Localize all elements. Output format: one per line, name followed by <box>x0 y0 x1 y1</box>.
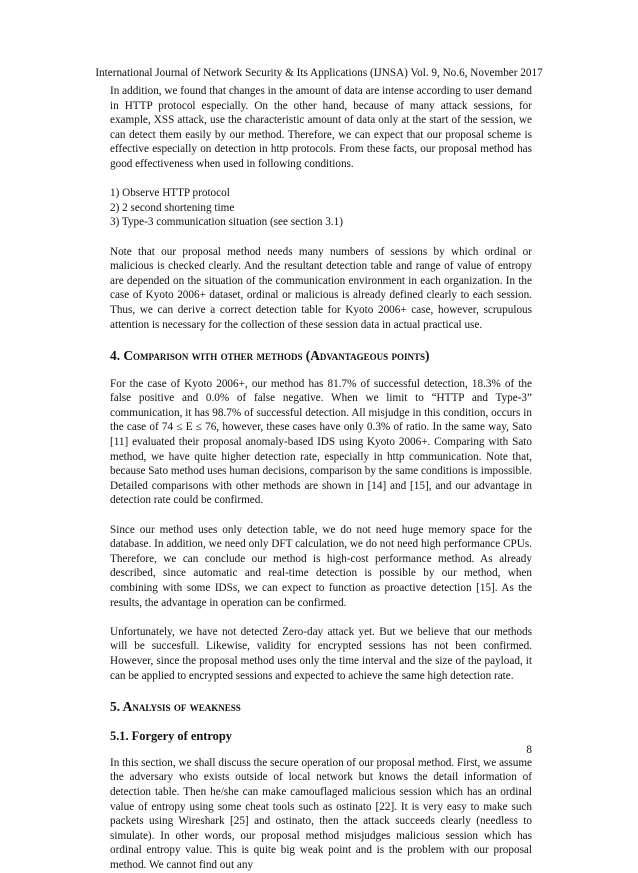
list-item: 3) Type-3 communication situation (see section 3.1) <box>110 216 343 229</box>
running-header: International Journal of Network Security & Its Applications (IJNSA) Vol. 9, No.6, November 2017 <box>95 67 543 79</box>
subsection-5-1-paragraph: In this section, we shall discuss the secure operation of our proposal method. First, we assume the adversary who exists outside of local network but knows the detail information of detection table. Then he/she can make camouflaged malicious session which has an ordinal value of entropy using some cheat tools such as ostinato [22]. It is very easy to make such packets using Wireshark [25] and ostinato, then the attack succeeds clearly (needless to simulate). In other words, our proposal method misjudges malicious session which has ordinal entropy value. This is quite big weak point and is the problem with our proposal method. We cannot find out any <box>110 756 532 871</box>
section-5-heading: 5. Analysis of weakness <box>110 698 241 714</box>
paragraph-note: Note that our proposal method needs many numbers of sessions by which ordinal or malicious is checked clearly. And the resultant detection table and range of value of entropy are depended on the situation of the communication environment in each organization. In the case of Kyoto 2006+ dataset, ordinal or malicious is already defined clearly to each session. Thus, we can derive a correct detection table for Kyoto 2006+ case, however, scrupulous attention is necessary for the collection of these session data in actual practical use. <box>110 245 532 331</box>
section-4-paragraph-3: Unfortunately, we have not detected Zero-day attack yet. But we believe that our methods will be succesfull. Likewise, validity for encrypted sessions has not been confirmed. However, since the proposal method uses only the time interval and the size of the payload, it can be applied to encrypted sessions and expected to achieve the same high detection rate. <box>110 625 532 682</box>
page-number: 8 <box>526 744 532 756</box>
list-item: 2) 2 second shortening time <box>110 201 235 214</box>
section-4-heading: 4. Comparison with other methods (Advantageous points) <box>110 347 430 363</box>
paragraph-intro: In addition, we found that changes in the amount of data are intense according to user demand in HTTP protocol especially. On the other hand, because of many attack sessions, for example, XSS attack, use the characteristic amount of data only at the start of the session, we can detect them easily by our method. Therefore, we can expect that our proposal scheme is effective especially on detection in http protocols. From these facts, our proposal method has good effectiveness when used in following conditions. <box>110 85 532 170</box>
section-4-paragraph-2: Since our method uses only detection table, we do not need huge memory space for the database. In addition, we need only DFT calculation, we do not need high performance CPUs. Therefore, we can conclude our method is high-cost performance method. As already described, since automatic and real-time detection is possible by our method, when combining with some IDSs, we can expect to function as proactive detection [15]. As the results, the advantage in operation can be confirmed. <box>110 523 532 609</box>
subsection-5-1-heading: 5.1. Forgery of entropy <box>110 728 232 743</box>
body-text <box>110 84 532 873</box>
list-item: 1) Observe HTTP protocol <box>110 187 230 200</box>
conditions-list <box>110 186 532 230</box>
section-4-paragraph-1: For the case of Kyoto 2006+, our method has 81.7% of successful detection, 18.3% of the false positive and 0.0% of false negative. When we limit to “HTTP and Type-3” communication, it has 98.7% of successful detection. All misjudge in this condition, occurs in the case of 74 ≤ E ≤ 76, however, these cases have only 0.3% of ratio. In the same way, Sato [11] evaluated their proposal anomaly-based IDS using Kyoto 2006+. Comparing with Sato method, we have quite higher detection rate, especially in http communication. Note that, because Sato method uses human decisions, comparison by the same conditions is impossible. Detailed comparisons with other methods are shown in [14] and [15], and our advantage in detection rate could be confirmed. <box>110 377 532 507</box>
